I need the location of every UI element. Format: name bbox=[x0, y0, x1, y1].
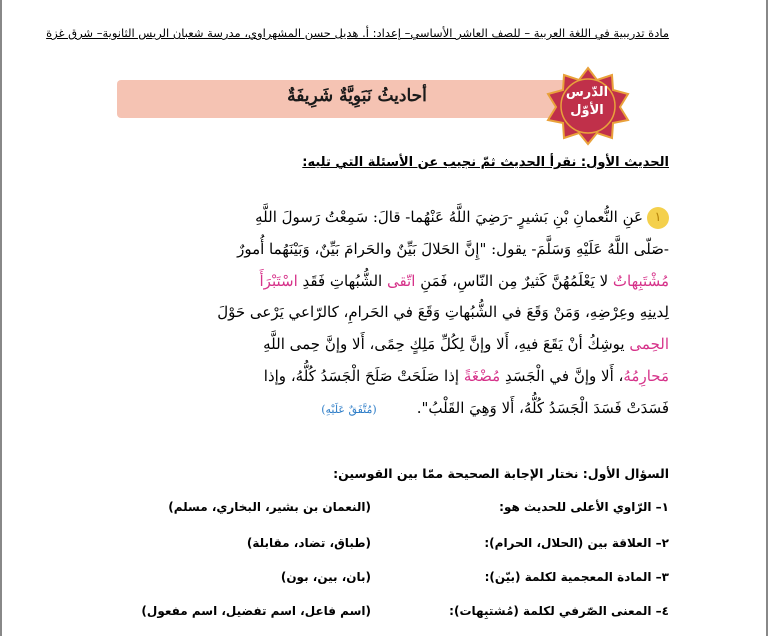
section-title: الحديث الأول: نقرأ الحديث ثمّ نجيب عن الأسئلة التي تليه: bbox=[302, 155, 669, 170]
answer-options: (بان، بين، بون) bbox=[280, 570, 371, 584]
highlight-word: مَحارِمُهُ bbox=[623, 366, 669, 385]
lesson-title: أحاديثُ نَبَوِيَّةٌ شَرِيفَةٌ bbox=[287, 86, 427, 106]
hadith-line-1 bbox=[114, 202, 669, 234]
question-title: السؤال الأول: نختار الإجابة الصحيحة ممّا بين القوسين: bbox=[333, 466, 669, 481]
window-left-border bbox=[0, 0, 2, 636]
question-text: ٣– المادة المعجمية لكلمة (بيّن): bbox=[484, 570, 669, 584]
hadith-line-7 bbox=[114, 393, 669, 426]
document-header: مادة تدريبية في اللغة العربية – للصف العاشر الأساسي– إعداد: أ. هديل حسن المشهراوي، مدرسة شعبان الريس الثانوية– شرق غزة bbox=[46, 26, 669, 40]
question-item bbox=[104, 570, 669, 592]
hadith-number-badge: ١ bbox=[647, 207, 669, 229]
lesson-badge-line2: الأوّل bbox=[570, 103, 604, 118]
highlight-word: مُشْتَبِهاتٌ bbox=[612, 271, 669, 290]
answer-options: (النعمان بن بشير، البخاري، مسلم) bbox=[168, 500, 371, 514]
highlight-word: اسْتَبْرَأَ bbox=[259, 271, 298, 290]
question-text: ٢– العلاقة بين (الحلال، الحرام): bbox=[484, 536, 669, 550]
question-text: ٤– المعنى الصّرفي لكلمة (مُشتبِهات): bbox=[449, 604, 669, 618]
question-item bbox=[104, 536, 669, 558]
hadith-line-1-text: عَنِ النُّعمانِ بْنِ بَشيرٍ -رَضِيَ اللَّهُ عَنْهُما- قالَ: سَمِعْتُ رَسولَ اللَّهِ bbox=[255, 208, 643, 226]
hadith-line-6 bbox=[114, 361, 669, 393]
hadith-text-span: الشُّبُهاتِ فَقَدِ bbox=[302, 271, 383, 290]
hadith-line-5 bbox=[114, 329, 669, 361]
lesson-badge bbox=[553, 84, 621, 120]
hadith-text-span: ، أَلا وإنَّ في الْجَسَدِ bbox=[504, 366, 624, 385]
question-item bbox=[104, 604, 669, 626]
question-item bbox=[104, 500, 669, 522]
hadith-text-span: فَسَدَتْ فَسَدَ الْجَسَدُ كُلُّهُ، أَلا وَهِيَ القَلْبُ". bbox=[416, 398, 669, 417]
hadith-text bbox=[114, 202, 669, 426]
hadith-reference: (مُتَّفَقٌ عَلَيْهِ) bbox=[321, 402, 377, 416]
hadith-text-span: إذا صَلَحَتْ صَلَحَ الْجَسَدُ كُلُّهُ، وإذا bbox=[263, 366, 460, 385]
highlight-word: مُضْغَةً bbox=[463, 366, 501, 385]
hadith-text-span: يوشِكُ أنْ يَقَعَ فيهِ، أَلا وإنَّ لِكُلِّ مَلِكٍ حِمًى، أَلا وإنَّ حِمى اللَّهِ bbox=[263, 335, 625, 354]
highlight-word: اتّقى bbox=[386, 271, 416, 290]
hadith-text-span: لا يَعْلَمُهُنَّ كَثيرٌ مِن النّاسِ، فَمَنِ bbox=[420, 271, 609, 290]
lesson-badge-line1: الدّرس bbox=[565, 85, 609, 100]
hadith-line-2: -صَلّى اللَّهُ عَلَيْهِ وَسَلَّمَ- يقول: "إِنَّ الحَلالَ بَيِّنٌ والحَرامَ بَيِّنٌ، وَبَيْنَهُما أُمورٌ bbox=[237, 239, 669, 258]
question-text: ١– الرّاوي الأعلى للحديث هو: bbox=[499, 500, 669, 514]
document-page bbox=[46, 0, 669, 636]
answer-options: (اسم فاعل، اسم تفضيل، اسم مفعول) bbox=[141, 604, 371, 618]
hadith-line-3 bbox=[114, 266, 669, 298]
hadith-line-4: لِدينِهِ وعِرْضِهِ، وَمَنْ وَقَعَ في الشُّبُهاتِ وَقَعَ في الحَرامِ، كالرّاعي يَرْعى حَوْلَ bbox=[217, 303, 669, 322]
answer-options: (طباق، تضاد، مقابلة) bbox=[246, 536, 371, 550]
highlight-word: الحِمى bbox=[629, 335, 669, 354]
